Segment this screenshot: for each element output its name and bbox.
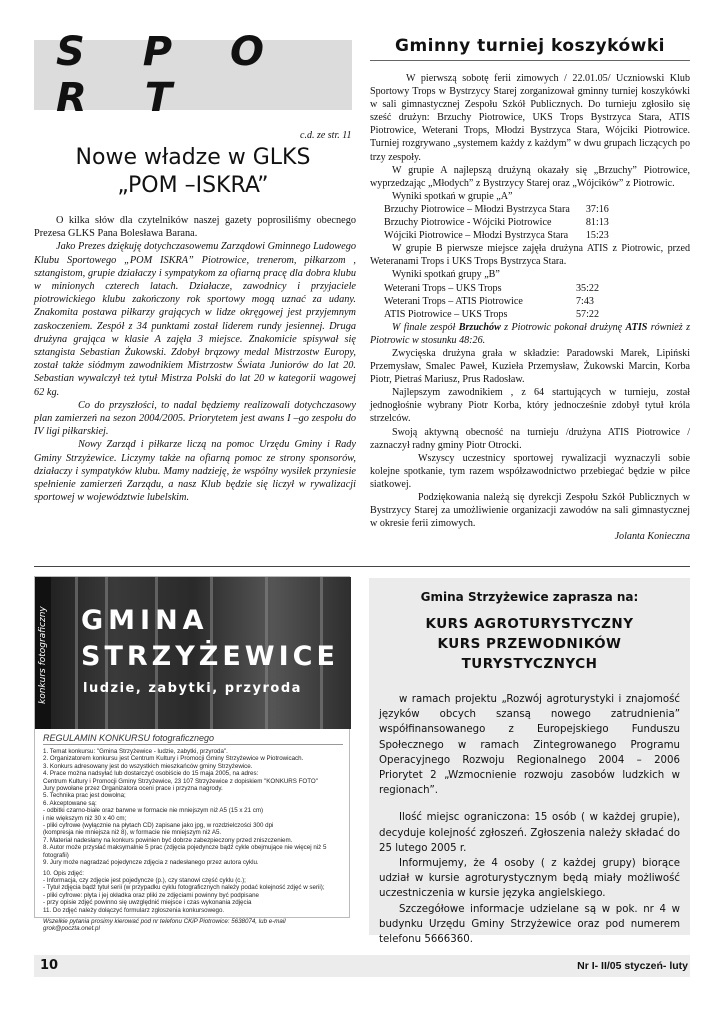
course-invitation-box — [369, 578, 690, 946]
rule-line: 4. Prace można nadsyłać lub dostarczyć osobiście do 15 maja 2005, na adres: — [43, 770, 259, 778]
section-divider — [34, 566, 690, 567]
paragraph: Jako Prezes dziękuję dotychczasowemu Zarządowi Gminnego Ludowego Klubu Sportowego „POM ISKRA” Piotrowice, trenerom, piłkarzom , sztangistom, grupie działaczy i sympatykom za ofiarną pracę dla dobra klubu w minionych czterech latach. Działacze, zawodnicy i przyjaciele piotrowickiego klubu zakończony rok sportowy mogą uznać za udany. Znakomita postawa piłkarzy grających w lidze okręgowej jest przyjemnym zaskoczeniem. Zespół z 34 punktami został liderem rundy jesiennej. Druga drużyna grająca w klasie A zajęła 3 miejsce. Znakomicie spisywał się sztangista Sebastian Żukowski. Zdobył brązowy medal Mistrzostw Europy, został także siódmym zawodnikiem Mistrzostw Świata Juniorów do lat 20. Sebastian wywalczył też tytuł Mistrza Polski do lat 20 w kategorii wagowej 62 kg. — [34, 241, 356, 398]
paragraph: Najlepszym zawodnikiem , z 64 startujących w turnieju, został jednogłośnie wybrany Piotr Korba, który jednocześnie zdobył tytuł króla strzelców. — [370, 387, 690, 425]
rule-line: 5. Technika prac jest dowolna; — [43, 792, 126, 800]
table-row — [370, 216, 609, 229]
course-title: KURS PRZEWODNIKÓW — [437, 636, 622, 652]
poster-subtitle: ludzie, zabytki, przyroda — [83, 681, 302, 696]
section-banner-text: S P O R T — [56, 29, 286, 121]
table-row — [370, 203, 609, 216]
poster-title: STRZYŻEWICE — [81, 641, 339, 672]
continued-note: c.d. ze str. 11 — [300, 130, 352, 141]
text-run: Brzuchów — [458, 321, 501, 333]
rule-line: Centrum Kultury i Promocji Gminy Strzyżewice, 23 107 Strzyżewice z dopiskiem "KONKURS FOTO" — [43, 777, 318, 785]
paragraph: Co do przyszłości, to nadal będziemy realizowali dotychczasowy plan zamierzeń na sezon 2004/2005. Priorytetem jest awans I –go zespołu do IV ligi piłkarskiej. — [34, 399, 356, 438]
paragraph: Nowy Zarząd i piłkarze liczą na pomoc Urzędu Gminy i Rady Gminy Strzyżewice. Liczymy także na ofiarną pomoc ze strony sponsorów, działaczy i sympatyków klubu. Mamy nadzieję, że wspólny wysiłek przyniesie spełnienie zamierzeń Zarządu, a nasz Klub będzie się liczył w rywalizacji sportowej w województwie lubelskim. — [34, 439, 356, 504]
rule-line: 3. Konkurs adresowany jest do wszystkich mieszkańców gminy Strzyżewice. — [43, 762, 253, 770]
tree-trunk — [75, 577, 78, 729]
rule-line: 6. Akceptowane są: — [43, 799, 97, 807]
issue-label: Nr I- II/05 styczeń- luty — [577, 960, 688, 972]
table-row — [370, 295, 599, 308]
score-cell: 57:22 — [576, 308, 599, 320]
rule-line: 7. Materiał nadesłany na konkurs powinien być dobrze zabezpieczony przed zniszczeniem. — [43, 836, 293, 844]
rules-footer: Wszelkie pytania prosimy kierować pod nr telefonu CKiP Piotrowice: 5638074, lub e-mail grok@poczta.onet.pl — [43, 917, 286, 933]
rule-line: 11. Do zdjęć należy dołączyć formularz zgłoszenia konkursowego. — [43, 906, 225, 914]
rule-line: - odbitki czarno-białe oraz barwne w formacie nie mniejszym niż A5 (15 x 21 cm) — [43, 807, 264, 815]
match-cell: Wójciki Piotrowice – Młodzi Bystrzyca Stara — [384, 230, 569, 242]
rule-line: 1. Temat konkursu: "Gmina Strzyżewice - ludzie, zabytki, przyroda". — [43, 748, 228, 755]
poster-side-strip — [35, 577, 51, 729]
paragraph: Swoją aktywną obecność na turnieju /drużyna ATIS Piotrowice / zaznaczył radny gminy Piotr Otrocki. — [370, 426, 690, 451]
paragraph: Podziękowania należą się dyrekcji Zespołu Szkół Publicznych w Bystrzycy Starej za umożliwienie organizacji zawodów na sali gimnastycznej w okresie ferii zimowych. — [370, 492, 690, 530]
table-row — [370, 229, 609, 242]
text-run: ATIS — [625, 321, 648, 333]
rule-line: 9. Jury może nagradzać pojedyncze zdjęcia z nadesłanego przez autora cyklu. — [43, 859, 259, 867]
poster-side-label: konkurs fotograficzny — [38, 606, 48, 704]
page-number: 10 — [40, 958, 59, 973]
section-banner — [34, 29, 352, 121]
course-title: TURYSTYCZNYCH — [461, 656, 598, 672]
course-title: KURS AGROTURYSTYCZNY — [425, 616, 634, 632]
title-divider — [370, 60, 690, 61]
rule-line: i nie większym niż 30 x 40 cm; — [43, 814, 127, 822]
rule-line: 10. Opis zdjęć: — [43, 869, 84, 877]
text-run: z Piotrowic pokonał drużynę — [500, 321, 626, 333]
table-row — [370, 282, 599, 295]
paragraph: Informujemy, że 4 osoby ( z każdej grupy) biorące udział w kursie agroturystycznym będą miały możliwość uczestniczenia w kursie języka angielskiego. — [379, 858, 680, 900]
paragraph: W pierwszą sobotę ferii zimowych / 22.01.05/ Uczniowski Klub Sportowy Trops w Bystrzycy Starej zorganizował gminny turniej koszykówki w sali gimnastycznej Zespołu Szkół Publicznych. Do turnieju zgłosiło się sześć drużyn: Brzuchy Piotrowice, UKS Trops Bystrzyca Stara, ATIS Piotrowice, Weterani Trops, Młodzi Bystrzyca Stara, Wójciki Piotrowice. Turniej rozgrywano „systemem każdy z każdym” w dwu grupach liczących po trzy zespoły. — [370, 73, 690, 163]
text-run: W finale zespół — [392, 321, 459, 333]
match-cell: Weterani Trops – ATIS Piotrowice — [384, 295, 523, 307]
left-article-title — [34, 144, 352, 200]
poster-title: GMINA — [81, 605, 209, 636]
paragraph-final — [370, 321, 690, 347]
score-cell: 37:16 — [585, 203, 609, 215]
score-cell: 81:13 — [585, 217, 609, 229]
match-cell: ATIS Piotrowice – UKS Trops — [384, 308, 508, 320]
paragraph: Ilość miejsc ograniczona: 15 osób ( w każdej grupie), decyduje kolejność zgłoszeń. Zgłoszenia należy składać do 25 lutego 2005 r. — [379, 812, 680, 854]
photo-contest-poster — [34, 576, 350, 933]
rule-line: - pliki cyfrowe: płyta i jej okładka oraz pliki ze zdjęciami powinny być podpisane — [43, 891, 259, 899]
left-title-line1: Nowe władze w GLKS — [75, 145, 311, 170]
paragraph: Szczegółowe informacje udzielane są w pok. nr 4 w budynku Urzędu Gminy Strzyżewice oraz pod numerem telefonu 5666360. — [379, 903, 680, 946]
results-table-a — [370, 203, 609, 242]
contest-rules — [43, 733, 343, 933]
rule-line: - pliki cyfrowe (wyłącznie na płytach CD) zapisane jako jpg, w rozdzielczości 300 dpi — [43, 822, 274, 830]
match-cell: Brzuchy Piotrowice – Młodzi Bystrzyca Stara — [384, 203, 570, 215]
match-cell: Brzuchy Piotrowice - Wójciki Piotrowice — [384, 217, 552, 229]
score-cell: 7:43 — [576, 295, 594, 307]
rules-heading: REGULAMIN KONKURSU fotograficznego — [43, 733, 343, 745]
rule-line: - przy opisie zdjęć powinno się uwzględnić miejsce i czas wykonania zdjęcia — [43, 899, 252, 907]
score-cell: 35:22 — [576, 282, 599, 294]
paragraph: w ramach projektu „Rozwój agroturystyki i znajomość języków obcych szansą nowego zatrudnienia” współfinansowanego z Europejskiego Funduszu Społecznego w ramach Zintegrowanego Programu Operacyjnego Rozwoju Regionalnego 2004 – 2006 Priorytet 2 „Wzmocnienie rozwoju zasobów ludzkich w regionach”. — [379, 694, 680, 797]
rule-line: 8. Autor może przysłać maksymalnie 5 prac (zdjęcia pojedyncze bądź cykle obejmujące nie więcej niż 5 fotografii) — [43, 844, 327, 859]
invite-heading: Gmina Strzyżewice zaprasza na: — [420, 590, 639, 604]
left-title-line2: „POM –ISKRA” — [117, 173, 269, 198]
text-run: również z Piotrowic w stosunku 48:26. — [370, 321, 690, 346]
results-label: Wyniki spotkań grupy „B” — [392, 269, 500, 281]
paragraph: W grupie A najlepszą drużyną okazały się „Brzuchy” Piotrowice, wyprzedzając „Młodych” z Bystrzycy Starej oraz „Wójcików” z Piotrowic. — [370, 164, 690, 189]
rule-line: Jury powołane przez Organizatora oceni prace i przyzna nagrody. — [43, 785, 223, 793]
poster-photo — [35, 577, 351, 729]
table-row — [370, 308, 599, 321]
paragraph: W grupie B pierwsze miejsce zajęła drużyna ATIS z Piotrowic, przed Weteranami Trops i UKS Trops Bystrzyca Stara. — [370, 243, 690, 268]
match-cell: Weterani Trops – UKS Trops — [384, 282, 502, 294]
results-label: Wyniki spotkań w grupie „A” — [392, 190, 513, 202]
rule-line: - Tytuł zdjęcia bądź tytuł serii (w przypadku cyklu fotograficznych należy podać kolejność zdjęć w serii); — [43, 884, 325, 892]
rule-line: - Informacja, czy zdjęcie jest pojedyncze (p.), czy stanowi część cyklu (c.); — [43, 876, 246, 884]
score-cell: 15:23 — [585, 230, 609, 242]
right-article-body — [370, 72, 690, 543]
paragraph: Zwycięska drużyna grała w składzie: Paradowski Marek, Lipiński Przemysław, Smalec Paweł, Kuzieła Przemysław, Żukowski Marcin, Korba Piotr, Pietraś Mariusz, Prus Radosław. — [370, 347, 690, 386]
rule-line: (kompresja nie mniejsza niż 8), w formacie nie mniejszym niż A5. — [43, 829, 222, 837]
left-article-body — [34, 214, 356, 504]
author: Jolanta Konieczna — [614, 531, 690, 543]
right-article-title: Gminny turniej koszykówki — [394, 36, 665, 56]
paragraph: Wszyscy uczestnicy sportowej rywalizacji wyznaczyli sobie kolejne spotkanie, tym razem współzawodnictwo przebiegać będzie w piłce siatkowej. — [370, 452, 690, 490]
paragraph: O kilka słów dla czytelników naszej gazety poprosiliśmy obecnego Prezesa GLKS Pana Bolesława Barana. — [34, 215, 356, 240]
rule-line: 2. Organizatorem konkursu jest Centrum Kultury i Promocji Gminy Strzyżewice w Piotrowicach. — [43, 755, 304, 763]
results-table-b — [370, 282, 599, 321]
